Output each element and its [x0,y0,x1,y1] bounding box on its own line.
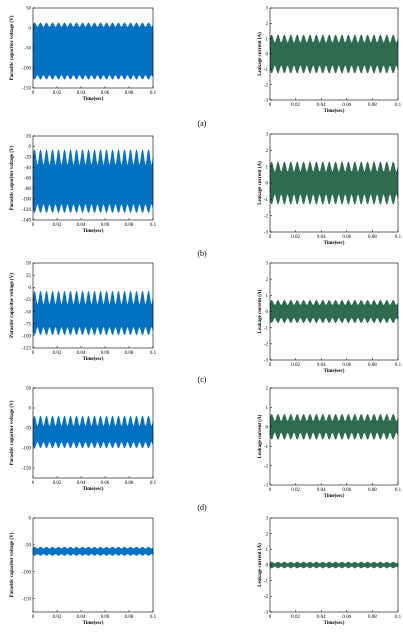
x-tick-label: 0 [268,488,272,493]
x-axis-label: Time(sec) [323,369,345,374]
y-tick-label: -60 [24,176,31,182]
x-tick-label: 0.1 [149,351,157,356]
y-tick-label: 0 [265,310,268,316]
x-tick-label: 0.1 [394,488,402,493]
x-tick-label: 0.08 [368,488,377,493]
y-tick-label: 0 [265,52,268,58]
x-tick-label: 0.04 [76,223,86,228]
waveform-band [33,416,153,448]
x-tick-label: 0.06 [342,103,352,108]
x-tick-label: 0 [268,363,272,368]
y-tick-label: -2 [263,595,268,601]
x-tick-label: 0.04 [76,91,86,96]
x-tick-label: 0.1 [394,235,402,240]
x-tick-label: 0.08 [368,235,377,240]
y-tick-label: 50 [26,261,31,267]
y-tick-label: -50 [24,310,31,316]
x-tick-label: 0.06 [342,615,352,620]
y-tick-label: 3 [265,6,268,12]
y-tick-label: 0 [28,26,31,32]
y-tick-label: -1 [263,579,268,585]
caption-b: (b) [197,249,207,258]
x-tick-label: 0.1 [394,363,402,368]
x-tick-label: 0.04 [76,351,86,356]
chart-e-left [10,517,157,626]
y-axis-label: Leakage current (A) [258,161,263,205]
waveform-band [270,414,398,439]
y-tick-label: -25 [24,298,31,304]
x-tick-label: 0.08 [124,351,134,356]
axes-frame [33,518,153,612]
y-tick-label: -150 [21,86,31,92]
x-axis-label: Time(sec) [323,494,345,499]
y-tick-label: 1 [265,548,268,554]
x-tick-label: 0.06 [100,223,110,228]
y-tick-label: -140 [21,218,31,224]
x-tick-label: 0.1 [149,615,157,620]
x-axis-label: Time(sec) [323,241,345,246]
x-axis-label: Time(sec) [82,357,104,362]
y-tick-label: -100 [21,197,31,203]
x-tick-label: 0.04 [316,235,326,240]
x-tick-label: 0.02 [52,615,62,620]
y-tick-label: -1 [263,444,268,450]
y-tick-label: -100 [21,446,31,452]
waveform-band [33,23,153,79]
y-tick-label: 2 [265,149,268,155]
x-tick-label: 0.08 [368,363,377,368]
y-tick-label: 0 [28,145,31,151]
y-axis-label: Parasitic capacitor voltage (V) [10,273,15,338]
x-tick-label: 0 [268,615,272,620]
x-tick-label: 0.04 [316,363,326,368]
y-tick-label: -150 [21,466,31,472]
y-tick-label: 3 [265,516,268,522]
x-tick-label: 0.06 [342,363,352,368]
y-axis-label: Leakage current (A) [258,289,263,334]
y-tick-label: 1 [265,406,268,412]
y-tick-label: -125 [21,346,31,352]
y-tick-label: -100 [21,66,31,72]
x-axis-label: Time(sec) [82,97,104,102]
y-tick-label: -75 [24,322,31,328]
chart-b-right [258,133,402,246]
y-tick-label: 0 [28,516,31,522]
y-tick-label: 0 [265,425,268,431]
x-tick-label: 0.02 [291,488,300,493]
x-tick-label: 0 [268,103,272,108]
x-tick-label: 0.02 [52,351,62,356]
waveform-band [33,150,153,213]
y-tick-label: -50 [24,543,31,549]
chart-a-right [258,7,402,114]
x-tick-label: 0.06 [100,615,110,620]
x-tick-label: 0.04 [316,615,326,620]
y-tick-label: 25 [26,273,31,279]
y-tick-label: -3 [263,483,268,489]
y-tick-label: 1 [265,37,268,43]
x-tick-label: 0.08 [124,615,134,620]
chart-e-right [258,517,402,626]
y-tick-label: 20 [26,134,31,140]
x-axis-label: Time(sec) [82,621,104,626]
y-tick-label: -3 [263,98,268,104]
y-tick-label: 2 [265,386,268,392]
x-tick-label: 0 [31,223,35,228]
y-tick-label: 3 [265,132,268,138]
x-tick-label: 0.02 [52,91,62,96]
x-tick-label: 0.02 [52,223,62,228]
y-axis-label: Leakage current (A) [258,414,263,459]
waveform-band [33,547,153,556]
waveform-band [270,35,398,73]
y-tick-label: 3 [265,261,268,267]
chart-a-left [10,7,157,102]
y-tick-label: -80 [24,187,31,193]
y-tick-label: -2 [263,342,268,348]
y-tick-label: -1 [263,68,268,74]
x-axis-label: Time(sec) [82,229,104,234]
y-tick-label: -1 [263,326,268,332]
x-tick-label: 0.02 [291,235,300,240]
x-tick-label: 0.1 [149,481,157,486]
x-tick-label: 0.02 [291,103,300,108]
y-tick-label: -2 [263,464,268,470]
y-tick-label: -2 [263,214,268,220]
x-tick-label: 0.1 [394,615,402,620]
x-tick-label: 0.02 [52,481,62,486]
x-tick-label: 0.08 [124,223,134,228]
y-tick-label: -100 [21,570,31,576]
x-tick-label: 0.02 [291,615,300,620]
caption-a: (a) [197,119,207,128]
x-axis-label: Time(sec) [82,487,104,492]
x-axis-label: Time(sec) [323,109,345,114]
y-tick-label: -20 [24,155,31,161]
y-axis-label: Leakage current (A) [258,543,263,587]
chart-d-right [258,387,402,499]
x-tick-label: 0 [31,615,35,620]
y-tick-label: 0 [28,285,31,291]
x-tick-label: 0.08 [124,91,134,96]
x-tick-label: 0.1 [149,91,157,96]
x-tick-label: 0.1 [149,223,157,228]
y-axis-label: Parasitic capacitor voltage (V) [10,400,15,466]
y-tick-label: 50 [26,386,31,392]
y-tick-label: 1 [265,165,268,171]
y-axis-label: Parasitic capacitor voltage (V) [10,145,15,211]
y-tick-label: 50 [26,6,31,12]
y-tick-label: -150 [21,597,31,603]
y-tick-label: -3 [263,358,268,364]
x-tick-label: 0 [31,351,35,356]
chart-d-left [10,387,157,492]
x-axis-label: Time(sec) [323,621,345,626]
x-tick-label: 0.02 [291,363,300,368]
chart-b-left [10,135,157,234]
waveform-band [33,291,153,335]
x-tick-label: 0.1 [394,103,402,108]
y-tick-label: 0 [28,406,31,412]
y-tick-label: -120 [21,208,31,214]
y-tick-label: -50 [24,46,31,52]
y-tick-label: 1 [265,294,268,300]
y-tick-label: -3 [263,230,268,236]
y-axis-label: Parasitic capacitor voltage (V) [10,532,15,598]
x-tick-label: 0 [31,481,35,486]
y-tick-label: -40 [24,166,31,172]
y-tick-label: 2 [265,532,268,538]
waveform-band [270,300,398,323]
y-tick-label: 2 [265,22,268,28]
x-tick-label: 0.04 [316,488,326,493]
x-tick-label: 0.08 [124,481,134,486]
y-tick-label: -1 [263,198,268,204]
x-tick-label: 0.04 [76,615,86,620]
x-tick-label: 0.04 [316,103,326,108]
x-tick-label: 0.06 [100,91,110,96]
y-tick-label: -3 [263,610,268,616]
chart-c-left [10,262,157,362]
chart-c-right [258,262,402,374]
y-tick-label: -100 [21,334,31,340]
y-axis-label: Leakage current (A) [258,32,263,76]
caption-d: (d) [197,503,207,512]
y-tick-label: 2 [265,277,268,283]
x-tick-label: 0.06 [342,235,352,240]
y-axis-label: Parasitic capacitor voltage (V) [10,15,15,81]
x-tick-label: 0 [268,235,272,240]
y-tick-label: 0 [265,563,268,569]
x-tick-label: 0.08 [368,103,377,108]
waveform-band [270,562,398,568]
x-tick-label: 0.06 [342,488,352,493]
caption-c: (c) [197,375,207,384]
y-tick-label: -2 [263,83,268,89]
x-tick-label: 0 [31,91,35,96]
waveform-band [270,162,398,204]
y-tick-label: -50 [24,426,31,432]
x-tick-label: 0.06 [100,351,110,356]
y-tick-label: 0 [265,181,268,187]
x-tick-label: 0.08 [368,615,377,620]
x-tick-label: 0.04 [76,481,86,486]
x-tick-label: 0.06 [100,481,110,486]
